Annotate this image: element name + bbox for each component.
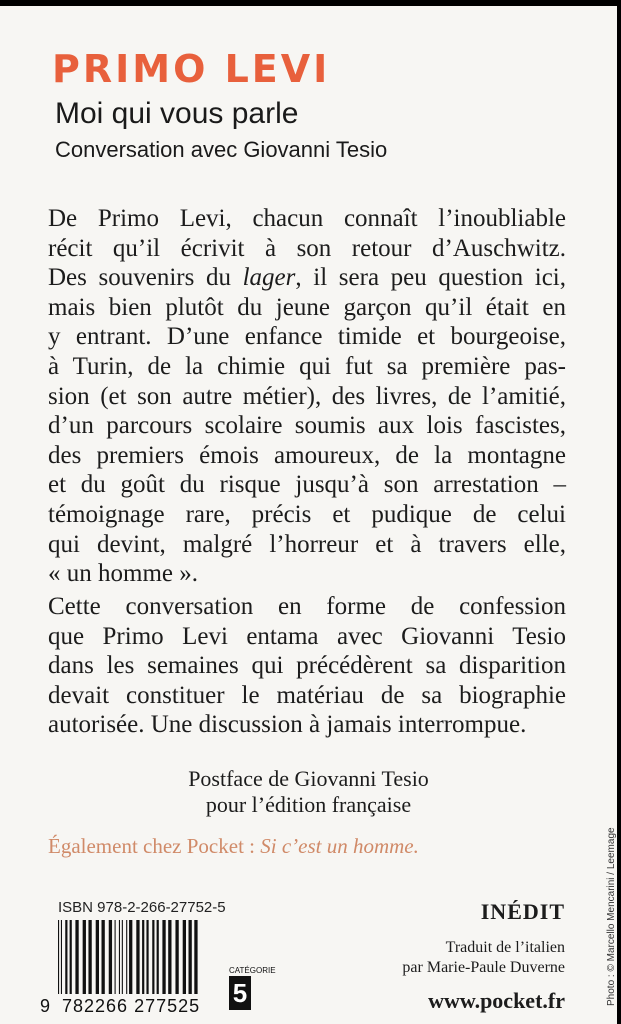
edition-status: INÉDIT <box>480 899 565 924</box>
blurb-line: récit qu’il écrivit à son retour d’Auschwitz. <box>48 234 566 262</box>
book-title: Moi qui vous parle <box>55 97 299 130</box>
barcode <box>54 920 224 994</box>
translation-line: par Marie-Paule Duverne <box>402 959 565 976</box>
barcode-bar <box>168 920 171 994</box>
blurb-line: Cette conversation en forme de confession <box>48 593 566 620</box>
barcode-bar <box>194 920 197 994</box>
book-subtitle: Conversation avec Giovanni Tesio <box>55 137 388 162</box>
category-badge: 5 <box>229 976 251 1010</box>
blurb-line: et du goût du risque jusqu’à son arrestation – <box>48 471 566 499</box>
barcode-bar <box>189 920 192 994</box>
barcode-bar <box>175 920 178 994</box>
category-label: CATÉGORIE <box>229 966 276 975</box>
isbn-number: ISBN 978-2-266-27752-5 <box>58 899 226 916</box>
barcode-bar <box>142 920 144 994</box>
blurb-line: y entrant. D’une enfance timide et bourgeoise, <box>48 323 566 351</box>
blurb-paragraph-2 <box>48 592 566 740</box>
translation-credit <box>402 938 565 978</box>
blurb-paragraph-1 <box>48 204 566 589</box>
blurb-line: des premiers émois amoureux, de la montagne <box>48 441 566 469</box>
blurb-line: à Turin, de la chimie qui fut sa première pas- <box>48 352 566 380</box>
also-available-title: Si c’est un homme. <box>260 834 419 858</box>
barcode-bar <box>119 920 120 994</box>
postface-note <box>0 766 617 818</box>
barcode-bar <box>70 920 72 994</box>
barcode-bar <box>88 920 91 994</box>
blurb-line: que Primo Levi entama avec Giovanni Tesio <box>48 622 566 650</box>
postface-line: Postface de Giovanni Tesio <box>188 766 429 791</box>
author-name: PRIMO LEVI <box>52 47 331 91</box>
blurb-line: Des souvenirs du lager, il sera peu question ici, <box>48 264 566 292</box>
blurb-line: « un homme ». <box>48 560 198 588</box>
blurb-line: qui devint, malgré l’horreur et à travers elle, <box>48 530 566 558</box>
barcode-bar <box>122 920 123 994</box>
photo-credit: Photo : © Marcello Mencarini / Leemage <box>606 827 617 1006</box>
blurb-line: témoignage rare, précis et pudique de celui <box>48 500 566 528</box>
also-available-note <box>48 834 419 859</box>
barcode-digits: 782266 277525 <box>62 996 201 1016</box>
barcode-bar <box>146 920 148 994</box>
blurb-line: dans les semaines qui précédèrent sa disparition <box>48 652 566 680</box>
barcode-bar <box>157 920 159 994</box>
barcode-bar <box>115 920 116 994</box>
postface-line: pour l’édition française <box>205 792 412 817</box>
blurb-line: d’un parcours scolaire soumis aux lois fascistes, <box>48 412 566 440</box>
blurb-line: De Primo Levi, chacun connaît l’inoubliable <box>48 205 566 232</box>
blurb-line: autorisée. Une discussion à jamais interrompue. <box>48 711 527 739</box>
barcode-bar <box>129 920 132 994</box>
back-cover <box>0 6 617 1024</box>
translation-line: Traduit de l’italien <box>445 939 565 956</box>
blurb-line: sion (et son autre métier), des livres, de l’amitié, <box>48 382 566 410</box>
barcode-bar <box>162 920 165 994</box>
barcode-first-digit: 9 <box>40 996 51 1016</box>
barcode-bar <box>96 920 99 994</box>
barcode-bar <box>152 920 154 994</box>
barcode-bar <box>58 920 59 994</box>
blurb-line: mais bien plutôt du jeune garçon qu’il était en <box>48 293 566 321</box>
also-available-prefix: Également chez Pocket : <box>48 834 261 858</box>
barcode-bar <box>75 920 78 994</box>
barcode-bar <box>109 920 112 994</box>
barcode-bar <box>102 920 105 994</box>
barcode-bar <box>136 920 139 994</box>
barcode-bar <box>65 920 67 994</box>
barcode-bar <box>126 920 127 994</box>
barcode-bar <box>83 920 86 994</box>
blurb-line: devait constituer le matériau de sa biographie <box>48 681 566 709</box>
barcode-bar <box>61 920 62 994</box>
publisher-website: www.pocket.fr <box>428 988 565 1013</box>
barcode-bar <box>183 920 186 994</box>
